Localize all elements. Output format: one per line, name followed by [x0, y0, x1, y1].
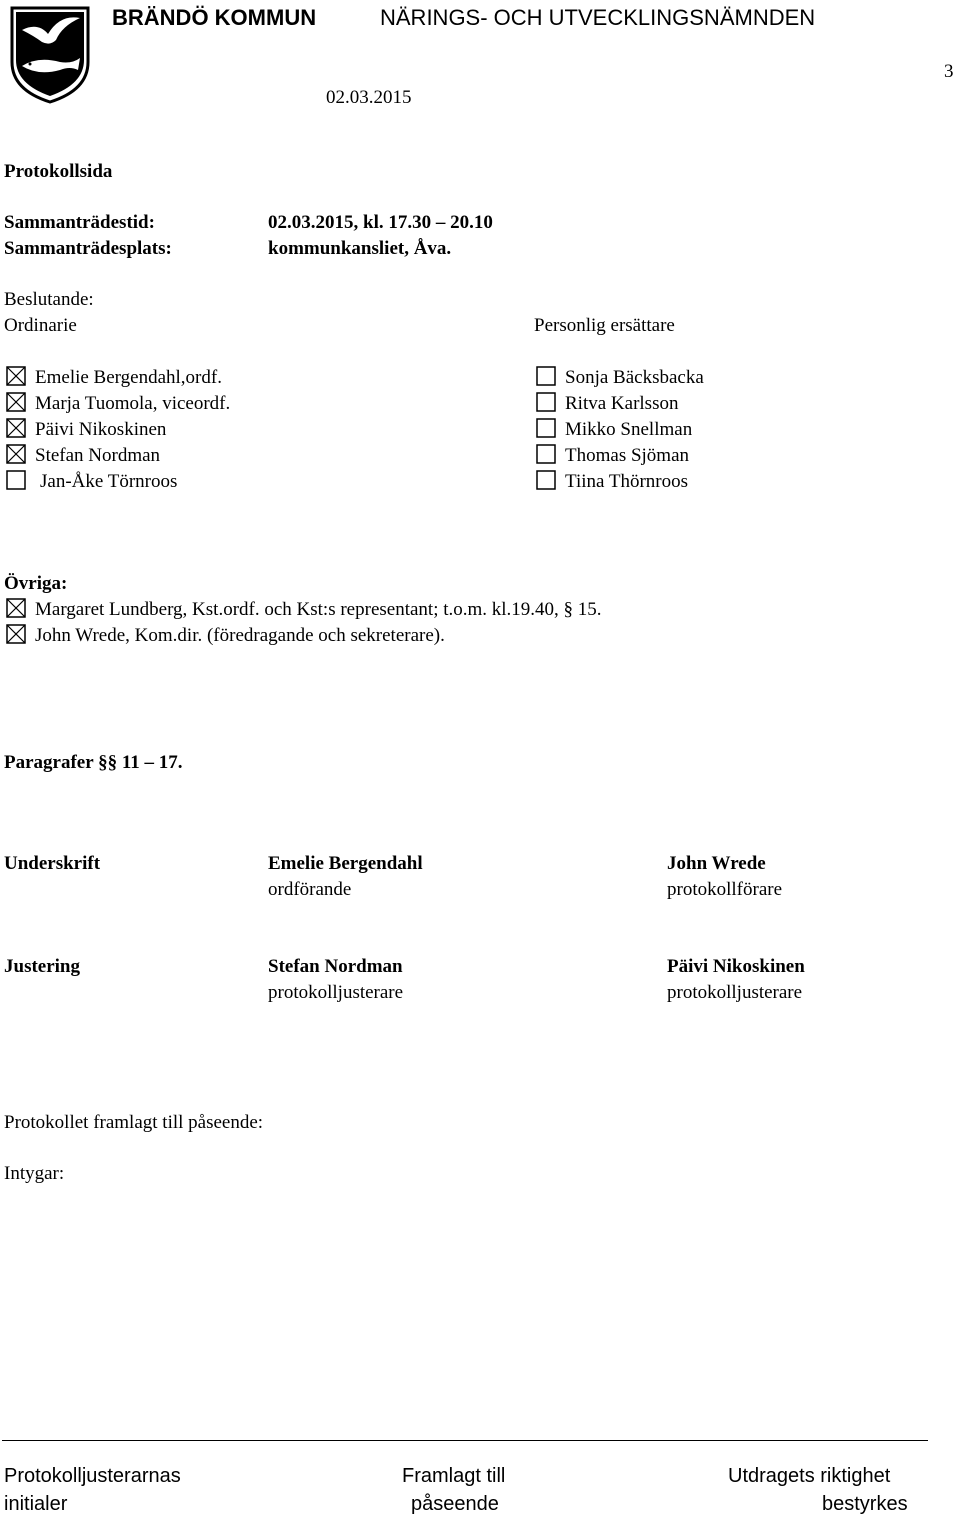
footer-initials-line2: initialer [4, 1493, 68, 1515]
checked-checkbox-icon [6, 418, 26, 438]
footer-display-line1: Framlagt till [402, 1465, 506, 1487]
footer-initials-line1: Protokolljusterarnas [4, 1465, 181, 1487]
unchecked-checkbox-icon [536, 418, 556, 438]
board-name: NÄRINGS- OCH UTVECKLINGSNÄMNDEN [380, 5, 816, 30]
member-name: Emelie Bergendahl,ordf. [35, 367, 222, 388]
member-name: Päivi Nikoskinen [35, 419, 167, 440]
ordinary-members-label: Ordinarie [4, 315, 77, 336]
footer-display-line2: påseende [411, 1493, 499, 1515]
others-item-text: Margaret Lundberg, Kst.ordf. och Kst:s representant; t.o.m. kl.19.40, § 15. [35, 599, 602, 620]
member-name: Stefan Nordman [35, 445, 161, 466]
chair-name: Emelie Bergendahl [268, 853, 423, 874]
footer-certified-line2: bestyrkes [822, 1493, 908, 1515]
meeting-time-label: Sammanträdestid: [4, 212, 155, 233]
secretary-role: protokollförare [667, 879, 783, 900]
page-number: 3 [944, 61, 954, 82]
substitute-name: Sonja Bäcksbacka [565, 367, 704, 388]
checked-checkbox-icon [6, 598, 26, 618]
adjuster1-name: Stefan Nordman [268, 956, 403, 977]
adjuster1-role: protokolljusterare [268, 982, 404, 1003]
protocol-title: Protokollsida [4, 161, 113, 182]
others-item-text: John Wrede, Kom.dir. (föredragande och sekreterare). [35, 625, 445, 646]
checked-checkbox-icon [6, 624, 26, 644]
municipality-coat-of-arms-logo [8, 4, 92, 104]
municipality-name: BRÄNDÖ KOMMUN [112, 5, 317, 30]
unchecked-checkbox-icon [6, 470, 26, 490]
header-date: 02.03.2015 [326, 87, 412, 108]
checked-checkbox-icon [6, 444, 26, 464]
others-heading: Övriga: [4, 573, 68, 594]
member-name: Marja Tuomola, viceordf. [35, 393, 231, 414]
checked-checkbox-icon [6, 392, 26, 412]
footer-divider [2, 1440, 928, 1441]
chair-role: ordförande [268, 879, 352, 900]
footer-certified-line1: Utdragets riktighet [728, 1465, 891, 1487]
public-display-label: Protokollet framlagt till påseende: [4, 1112, 264, 1133]
substitute-name: Ritva Karlsson [565, 393, 679, 414]
meeting-place-label: Sammanträdesplats: [4, 238, 172, 259]
decision-makers-heading: Beslutande: [4, 289, 94, 310]
unchecked-checkbox-icon [536, 392, 556, 412]
checked-checkbox-icon [6, 366, 26, 386]
adjustment-label: Justering [4, 956, 80, 977]
paragraphs-label: Paragrafer §§ 11 – 17. [4, 752, 183, 773]
unchecked-checkbox-icon [536, 366, 556, 386]
substitute-name: Tiina Thörnroos [565, 471, 688, 492]
substitutes-label: Personlig ersättare [534, 315, 675, 336]
adjuster2-name: Päivi Nikoskinen [667, 956, 805, 977]
substitute-name: Mikko Snellman [565, 419, 693, 440]
secretary-name: John Wrede [667, 853, 766, 874]
signature-label: Underskrift [4, 853, 101, 874]
adjuster2-role: protokolljusterare [667, 982, 803, 1003]
meeting-place-value: kommunkansliet, Åva. [268, 238, 452, 259]
meeting-time-value: 02.03.2015, kl. 17.30 – 20.10 [268, 212, 493, 233]
substitute-name: Thomas Sjöman [565, 445, 690, 466]
member-name: Jan-Åke Törnroos [40, 471, 178, 492]
certify-label: Intygar: [4, 1163, 65, 1184]
unchecked-checkbox-icon [536, 470, 556, 490]
unchecked-checkbox-icon [536, 444, 556, 464]
